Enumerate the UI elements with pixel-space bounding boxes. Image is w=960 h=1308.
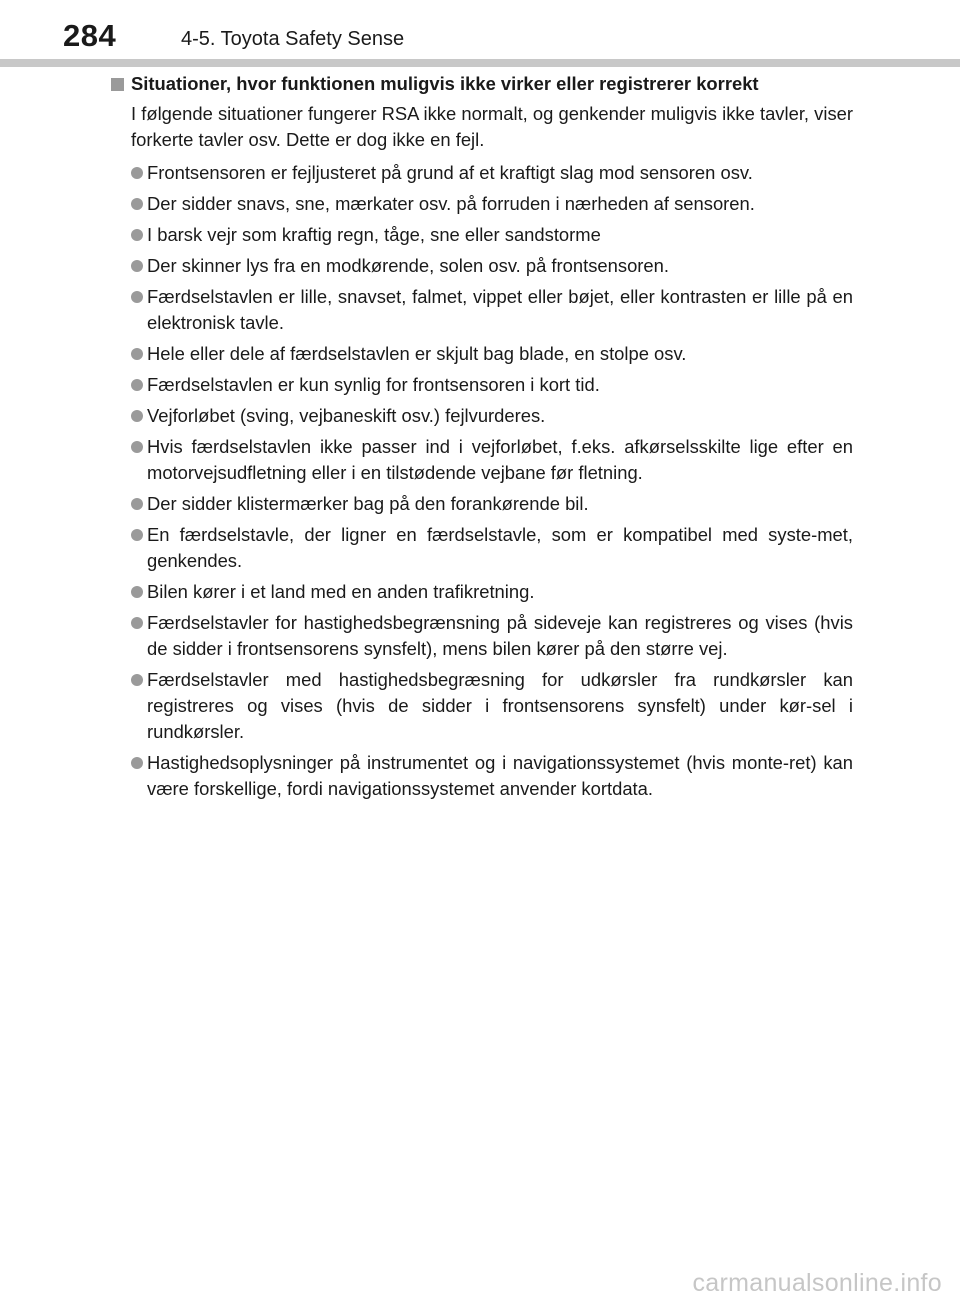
- section-heading-text: Situationer, hvor funktionen muligvis ikke virker eller registrerer korrekt: [131, 73, 759, 94]
- list-item-text: Færdselstavler for hastighedsbegrænsning på sideveje kan registreres og vises (hvis de sidder i frontsensorens synsfelt), mens bilen kører på den større vej.: [147, 612, 853, 659]
- list-item-text: Der sidder klistermærker bag på den forankørende bil.: [147, 493, 589, 514]
- page-content: [111, 70, 853, 807]
- round-bullet-icon: [131, 757, 143, 769]
- list-item: [111, 579, 853, 605]
- list-item: [111, 434, 853, 486]
- list-item-text: En færdselstavle, der ligner en færdselstavle, som er kompatibel med syste-met, genkendes.: [147, 524, 853, 571]
- list-item: [111, 222, 853, 248]
- round-bullet-icon: [131, 198, 143, 210]
- list-item: [111, 341, 853, 367]
- round-bullet-icon: [131, 586, 143, 598]
- list-item-text: Hele eller dele af færdselstavlen er skjult bag blade, en stolpe osv.: [147, 343, 687, 364]
- list-item-text: Færdselstavlen er lille, snavset, falmet, vippet eller bøjet, eller kontrasten er lille på en elektronisk tavle.: [147, 286, 853, 333]
- list-item: [111, 667, 853, 745]
- list-item: [111, 160, 853, 186]
- header-rule: [0, 59, 960, 67]
- round-bullet-icon: [131, 291, 143, 303]
- square-bullet-icon: [111, 78, 124, 91]
- list-item: [111, 191, 853, 217]
- watermark: carmanualsonline.info: [692, 1269, 942, 1297]
- list-item-text: Der sidder snavs, sne, mærkater osv. på forruden i nærheden af sensoren.: [147, 193, 755, 214]
- round-bullet-icon: [131, 498, 143, 510]
- round-bullet-icon: [131, 441, 143, 453]
- list-item: [111, 610, 853, 662]
- round-bullet-icon: [131, 229, 143, 241]
- list-item: [111, 372, 853, 398]
- list-item: [111, 522, 853, 574]
- list-item-text: Færdselstavlen er kun synlig for frontsensoren i kort tid.: [147, 374, 600, 395]
- round-bullet-icon: [131, 674, 143, 686]
- list-item: [111, 253, 853, 279]
- list-item-text: Hvis færdselstavlen ikke passer ind i vejforløbet, f.eks. afkørselsskilte lige efter en motorvejsudfletning eller i en tilstødende vejbane før fletning.: [147, 436, 853, 483]
- list-item: [111, 284, 853, 336]
- round-bullet-icon: [131, 260, 143, 272]
- page-header: [0, 0, 960, 70]
- round-bullet-icon: [131, 529, 143, 541]
- list-item-text: Frontsensoren er fejljusteret på grund af et kraftigt slag mod sensoren osv.: [147, 162, 753, 183]
- section-heading: [111, 71, 853, 97]
- section-title: 4-5. Toyota Safety Sense: [181, 28, 405, 50]
- round-bullet-icon: [131, 348, 143, 360]
- list-item-text: Bilen kører i et land med en anden trafikretning.: [147, 581, 535, 602]
- list-item: [111, 491, 853, 517]
- list-item: [111, 750, 853, 802]
- round-bullet-icon: [131, 410, 143, 422]
- list-item-text: Der skinner lys fra en modkørende, solen osv. på frontsensoren.: [147, 255, 669, 276]
- list-item: [111, 403, 853, 429]
- list-item-text: Vejforløbet (sving, vejbaneskift osv.) fejlvurderes.: [147, 405, 546, 426]
- round-bullet-icon: [131, 167, 143, 179]
- round-bullet-icon: [131, 379, 143, 391]
- bullet-list: [111, 160, 853, 802]
- round-bullet-icon: [131, 617, 143, 629]
- list-item-text: I barsk vejr som kraftig regn, tåge, sne eller sandstorme: [147, 224, 601, 245]
- page-number: 284: [63, 18, 117, 53]
- list-item-text: Hastighedsoplysninger på instrumentet og i navigationssystemet (hvis monte-ret) kan være forskellige, fordi navigationssystemet anvender kortdata.: [147, 752, 853, 799]
- list-item-text: Færdselstavler med hastighedsbegræsning for udkørsler fra rundkørsler kan registreres og vises (hvis de sidder i frontsensorens synsfelt) under kør-sel i rundkørsler.: [147, 669, 853, 742]
- intro-paragraph: I følgende situationer fungerer RSA ikke normalt, og genkender muligvis ikke tavler, viser forkerte tavler osv. Dette er dog ikke en fejl.: [131, 103, 853, 150]
